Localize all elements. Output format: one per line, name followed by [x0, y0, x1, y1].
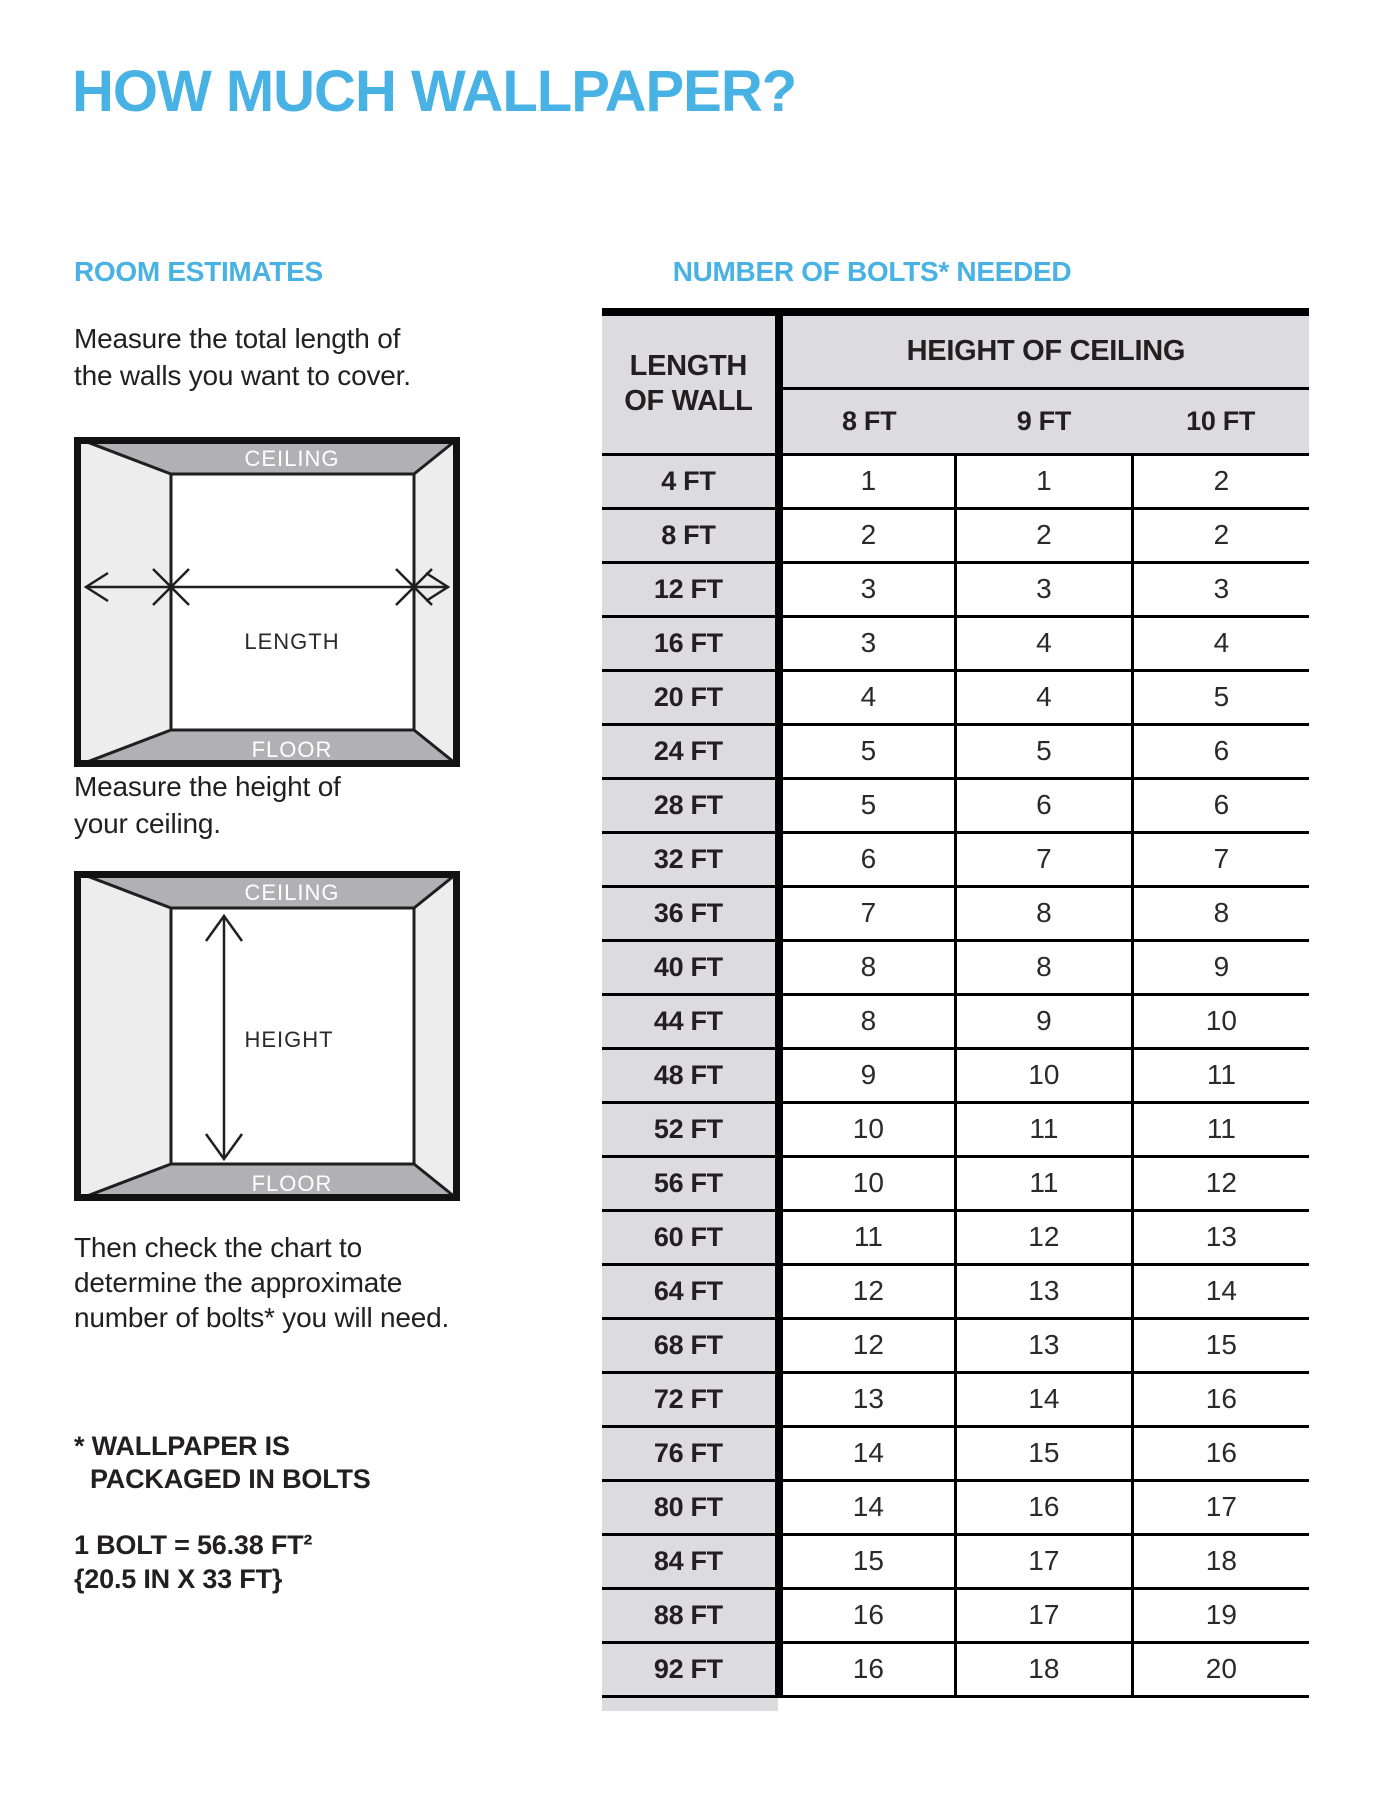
bolt-count-cell: 12 — [1132, 1156, 1309, 1210]
bolt-count-cell: 1 — [956, 454, 1133, 508]
step1-instruction — [74, 320, 411, 394]
table-row — [602, 940, 1309, 994]
room-estimates-heading: ROOM ESTIMATES — [74, 256, 323, 287]
ceiling-label: CEILING — [244, 446, 340, 471]
bolt-count-cell: 15 — [1132, 1318, 1309, 1372]
table-row — [602, 1480, 1309, 1534]
bolt-count-cell: 15 — [779, 1534, 956, 1588]
bolt-count-cell: 9 — [956, 994, 1133, 1048]
bolt-count-cell: 8 — [779, 994, 956, 1048]
footnote-line2: PACKAGED IN BOLTS — [90, 1464, 371, 1494]
step3-line1: Then check the chart to — [74, 1232, 363, 1263]
row-label-length-of-wall: 60 FT — [602, 1210, 779, 1264]
row-label-length-of-wall: 68 FT — [602, 1318, 779, 1372]
bolt-count-cell: 11 — [1132, 1048, 1309, 1102]
bolt-count-cell: 1 — [779, 454, 956, 508]
bolt-count-cell: 2 — [1132, 454, 1309, 508]
height-label: HEIGHT — [244, 1027, 334, 1052]
bolt-table-body — [602, 312, 1309, 1696]
bolt-count-cell: 11 — [779, 1210, 956, 1264]
row-label-length-of-wall: 44 FT — [602, 994, 779, 1048]
table-row — [602, 1102, 1309, 1156]
row-label-length-of-wall: 72 FT — [602, 1372, 779, 1426]
row-label-length-of-wall: 64 FT — [602, 1264, 779, 1318]
bolt-count-cell: 14 — [1132, 1264, 1309, 1318]
row-label-length-of-wall: 76 FT — [602, 1426, 779, 1480]
bolt-count-cell: 10 — [956, 1048, 1133, 1102]
row-label-length-of-wall: 4 FT — [602, 454, 779, 508]
corner-header-line1: LENGTH — [629, 350, 748, 383]
bolt-count-cell: 3 — [956, 562, 1133, 616]
bolt-count-cell: 4 — [956, 616, 1133, 670]
step1-line2: the walls you want to cover. — [74, 360, 411, 391]
corner-header-line2: OF WALL — [624, 385, 753, 418]
row-label-length-of-wall: 88 FT — [602, 1588, 779, 1642]
bolt-count-cell: 8 — [956, 940, 1133, 994]
row-label-length-of-wall: 92 FT — [602, 1642, 779, 1696]
bolt-count-cell: 2 — [956, 508, 1133, 562]
bolt-count-cell: 3 — [779, 616, 956, 670]
bolt-count-cell: 18 — [1132, 1534, 1309, 1588]
bolt-count-cell: 6 — [1132, 778, 1309, 832]
room-height-diagram — [74, 871, 460, 1201]
length-label: LENGTH — [244, 629, 340, 654]
row-label-length-of-wall: 28 FT — [602, 778, 779, 832]
bolt-count-cell: 8 — [956, 886, 1133, 940]
bolt-count-cell: 13 — [956, 1264, 1133, 1318]
floor-label: FLOOR — [251, 737, 333, 762]
table-row — [602, 1372, 1309, 1426]
bolt-count-cell: 14 — [779, 1480, 956, 1534]
table-bottom-gray-tail — [602, 1698, 778, 1711]
bolt-count-cell: 13 — [779, 1372, 956, 1426]
bolts-needed-heading: NUMBER OF BOLTS* NEEDED — [672, 256, 1072, 287]
bolt-count-cell: 16 — [1132, 1426, 1309, 1480]
table-header-row-group — [602, 312, 1309, 388]
bolt-count-cell: 9 — [779, 1048, 956, 1102]
table-row — [602, 1318, 1309, 1372]
floor-label: FLOOR — [251, 1171, 333, 1196]
row-label-length-of-wall: 56 FT — [602, 1156, 779, 1210]
table-row — [602, 454, 1309, 508]
bolt-spec-line1: 1 BOLT = 56.38 FT² — [74, 1530, 313, 1560]
bolt-count-cell: 17 — [956, 1534, 1133, 1588]
row-label-length-of-wall: 52 FT — [602, 1102, 779, 1156]
bolt-count-cell: 4 — [1132, 616, 1309, 670]
bolt-count-cell: 16 — [779, 1588, 956, 1642]
col-header-10ft: 10 FT — [1132, 388, 1309, 454]
step3-line3: number of bolts* you will need. — [74, 1302, 450, 1333]
table-row — [602, 1156, 1309, 1210]
bolt-count-cell: 19 — [1132, 1588, 1309, 1642]
row-label-length-of-wall: 32 FT — [602, 832, 779, 886]
bolt-count-cell: 4 — [956, 670, 1133, 724]
bolt-count-cell: 20 — [1132, 1642, 1309, 1696]
bolt-table — [602, 308, 1309, 1698]
row-label-length-of-wall: 20 FT — [602, 670, 779, 724]
bolt-count-cell: 18 — [956, 1642, 1133, 1696]
table-row — [602, 1210, 1309, 1264]
bolt-count-cell: 7 — [956, 832, 1133, 886]
row-label-length-of-wall: 12 FT — [602, 562, 779, 616]
bolt-count-cell: 8 — [1132, 886, 1309, 940]
bolt-count-cell: 17 — [956, 1588, 1133, 1642]
bolt-count-cell: 15 — [956, 1426, 1133, 1480]
table-row — [602, 994, 1309, 1048]
bolt-count-cell: 10 — [779, 1102, 956, 1156]
bolt-count-cell: 16 — [779, 1642, 956, 1696]
bolt-count-cell: 4 — [779, 670, 956, 724]
ceiling-label: CEILING — [244, 880, 340, 905]
row-label-length-of-wall: 84 FT — [602, 1534, 779, 1588]
bolt-count-cell: 2 — [1132, 508, 1309, 562]
bolt-count-cell: 13 — [1132, 1210, 1309, 1264]
bolt-footnote — [74, 1430, 371, 1496]
row-label-length-of-wall: 24 FT — [602, 724, 779, 778]
bolt-count-cell: 14 — [779, 1426, 956, 1480]
step3-line2: determine the approximate — [74, 1267, 403, 1298]
step2-line1: Measure the height of — [74, 771, 341, 802]
table-row — [602, 1588, 1309, 1642]
step3-instruction — [74, 1230, 449, 1335]
page-title: HOW MUCH WALLPAPER? — [72, 59, 797, 124]
bolt-count-cell: 12 — [779, 1264, 956, 1318]
bolt-count-cell: 9 — [1132, 940, 1309, 994]
table-row — [602, 1426, 1309, 1480]
bolt-count-cell: 5 — [779, 778, 956, 832]
row-label-length-of-wall: 8 FT — [602, 508, 779, 562]
bolt-size-spec — [74, 1528, 312, 1596]
bolt-count-cell: 6 — [779, 832, 956, 886]
bolt-count-cell: 13 — [956, 1318, 1133, 1372]
table-row — [602, 1048, 1309, 1102]
bolt-spec-line2: {20.5 IN X 33 FT} — [74, 1564, 283, 1594]
bolt-count-cell: 7 — [779, 886, 956, 940]
bolt-count-cell: 12 — [956, 1210, 1133, 1264]
table-row — [602, 1642, 1309, 1696]
table-row — [602, 562, 1309, 616]
row-label-length-of-wall: 36 FT — [602, 886, 779, 940]
left-wall-shape — [74, 871, 171, 1201]
row-label-length-of-wall: 40 FT — [602, 940, 779, 994]
bolt-count-cell: 10 — [1132, 994, 1309, 1048]
corner-header-length-of-wall — [602, 312, 779, 454]
bolt-count-cell: 11 — [956, 1102, 1133, 1156]
table-row — [602, 616, 1309, 670]
group-header-height-of-ceiling: HEIGHT OF CEILING — [779, 312, 1309, 388]
bolt-count-cell: 8 — [779, 940, 956, 994]
footnote-line1: * WALLPAPER IS — [74, 1431, 290, 1461]
room-length-diagram — [74, 437, 460, 767]
back-wall-shape — [171, 474, 414, 730]
bolt-count-cell: 17 — [1132, 1480, 1309, 1534]
row-label-length-of-wall: 16 FT — [602, 616, 779, 670]
bolt-count-cell: 2 — [779, 508, 956, 562]
col-header-8ft: 8 FT — [779, 388, 956, 454]
step2-line2: your ceiling. — [74, 808, 221, 839]
table-row — [602, 886, 1309, 940]
bolt-table-container — [602, 308, 1314, 1711]
bolt-count-cell: 6 — [1132, 724, 1309, 778]
bolt-count-cell: 3 — [779, 562, 956, 616]
bolt-count-cell: 5 — [956, 724, 1133, 778]
table-row — [602, 724, 1309, 778]
bolt-count-cell: 16 — [1132, 1372, 1309, 1426]
table-row — [602, 1534, 1309, 1588]
row-label-length-of-wall: 48 FT — [602, 1048, 779, 1102]
bolt-count-cell: 10 — [779, 1156, 956, 1210]
table-row — [602, 778, 1309, 832]
table-row — [602, 508, 1309, 562]
bolt-count-cell: 11 — [956, 1156, 1133, 1210]
bolt-count-cell: 6 — [956, 778, 1133, 832]
table-row — [602, 670, 1309, 724]
bolt-count-cell: 3 — [1132, 562, 1309, 616]
room-height-diagram-svg — [74, 871, 460, 1201]
col-header-9ft: 9 FT — [956, 388, 1133, 454]
bolt-count-cell: 5 — [1132, 670, 1309, 724]
bolt-count-cell: 11 — [1132, 1102, 1309, 1156]
table-row — [602, 1264, 1309, 1318]
row-label-length-of-wall: 80 FT — [602, 1480, 779, 1534]
room-length-diagram-svg — [74, 437, 460, 767]
bolt-count-cell: 5 — [779, 724, 956, 778]
bolt-count-cell: 16 — [956, 1480, 1133, 1534]
bolt-count-cell: 14 — [956, 1372, 1133, 1426]
bolt-count-cell: 12 — [779, 1318, 956, 1372]
step1-line1: Measure the total length of — [74, 323, 401, 354]
table-row — [602, 832, 1309, 886]
step2-instruction — [74, 768, 341, 842]
bolt-count-cell: 7 — [1132, 832, 1309, 886]
